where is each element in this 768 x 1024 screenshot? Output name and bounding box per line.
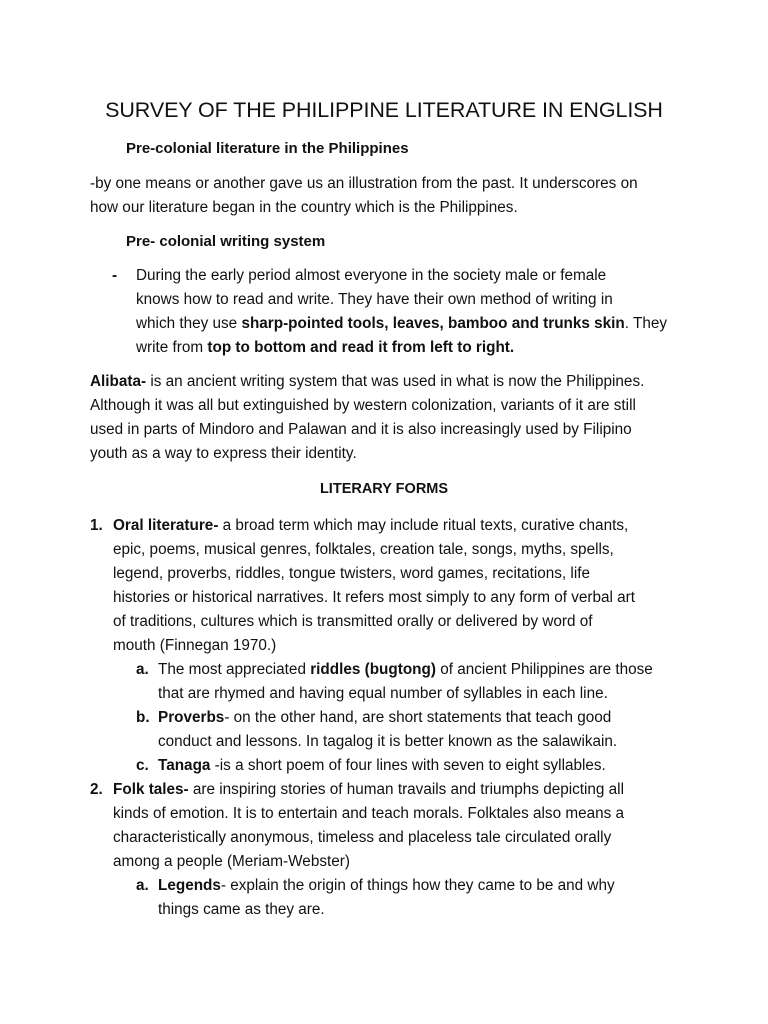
text-line: Proverbs- on the other hand, are short statements that teach good <box>158 709 612 726</box>
section-heading-precolonial-literature: Pre-colonial literature in the Philippines <box>126 140 409 157</box>
term-proverbs: Proverbs <box>158 709 225 726</box>
text-line: The most appreciated riddles (bugtong) of ancient Philippines are those <box>158 661 653 678</box>
text-line: -by one means or another gave us an illustration from the past. It underscores on <box>90 175 638 192</box>
section-heading-literary-forms: LITERARY FORMS <box>319 481 449 497</box>
text-line: how our literature began in the country which is the Philippines. <box>90 199 518 216</box>
text-line: youth as a way to express their identity. <box>90 445 357 462</box>
text-line: Legends- explain the origin of things how they came to be and why <box>158 877 615 894</box>
text-line: epic, poems, musical genres, folktales, creation tale, songs, myths, spells, <box>113 541 614 558</box>
text-line: write from top to bottom and read it from left to right. <box>136 339 515 356</box>
text-line: mouth (Finnegan 1970.) <box>113 637 277 654</box>
sub-item-letter: a. <box>136 661 149 678</box>
text-line: Folk tales- are inspiring stories of human travails and triumphs depicting all <box>113 781 624 798</box>
text-line: characteristically anonymous, timeless and placeless tale circulated orally <box>113 829 612 846</box>
bold-phrase: sharp-pointed tools, leaves, bamboo and trunks skin <box>241 315 625 332</box>
text-line: During the early period almost everyone in the society male or female <box>136 267 607 284</box>
text-line: of traditions, cultures which is transmitted orally or delivered by word of <box>113 613 593 630</box>
text-line: knows how to read and write. They have their own method of writing in <box>136 291 613 308</box>
bold-phrase: top to bottom and read it from left to right. <box>207 339 515 356</box>
bullet-marker: - <box>112 267 118 284</box>
text-line: Although it was all but extinguished by western colonization, variants of it are still <box>90 397 636 414</box>
text-line: which they use sharp-pointed tools, leaves, bamboo and trunks skin. They <box>136 315 668 332</box>
term-tanaga: Tanaga <box>158 757 211 774</box>
section1-paragraph <box>90 172 730 220</box>
text-line: Alibata- is an ancient writing system that was used in what is now the Philippines. <box>90 373 645 390</box>
text-line: Oral literature- a broad term which may include ritual texts, curative chants, <box>113 517 629 534</box>
text-line: legend, proverbs, riddles, tongue twisters, word games, recitations, life <box>113 565 590 582</box>
text-line: kinds of emotion. It is to entertain and teach morals. Folktales also means a <box>113 805 625 822</box>
term-oral-literature: Oral literature- <box>113 517 219 534</box>
list-number: 2. <box>90 781 103 798</box>
term-riddles: riddles (bugtong) <box>310 661 436 678</box>
sub-item-letter: c. <box>136 757 149 774</box>
alibata-paragraph <box>90 370 730 466</box>
term-folk-tales: Folk tales- <box>113 781 189 798</box>
text-line: used in parts of Mindoro and Palawan and it is also increasingly used by Filipino <box>90 421 632 438</box>
term-alibata: Alibata- <box>90 373 147 390</box>
text-line: among a people (Meriam-Webster) <box>113 853 350 870</box>
sub-item-letter: b. <box>136 709 150 726</box>
page-title: SURVEY OF THE PHILIPPINE LITERATURE IN ENGLISH <box>105 98 663 122</box>
text-line: things came as they are. <box>158 901 325 918</box>
list-number: 1. <box>90 517 103 534</box>
term-legends: Legends <box>158 877 221 894</box>
text-line: histories or historical narratives. It refers most simply to any form of verbal art <box>113 589 635 606</box>
section-heading-writing-system: Pre- colonial writing system <box>126 233 326 250</box>
text-line: conduct and lessons. In tagalog it is better known as the salawikain. <box>158 733 618 750</box>
sub-item-letter: a. <box>136 877 149 894</box>
text-line: Tanaga -is a short poem of four lines with seven to eight syllables. <box>158 757 606 774</box>
text-line: that are rhymed and having equal number of syllables in each line. <box>158 685 608 702</box>
